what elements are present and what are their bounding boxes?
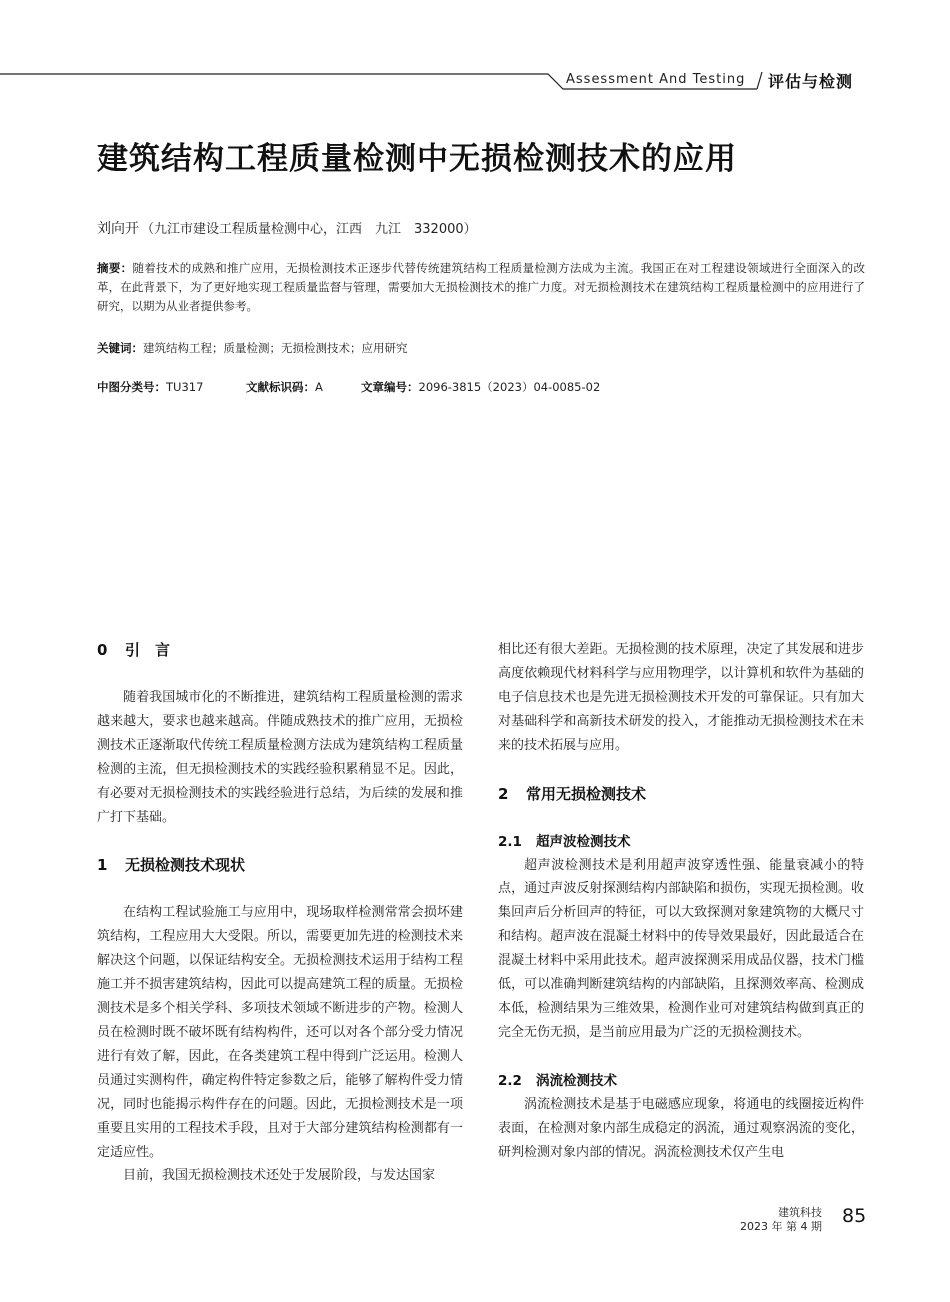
art-value: 2096-3815（2023）04-0085-02 [418, 380, 601, 394]
paper-title: 建筑结构工程质量检测中无损检测技术的应用 [97, 141, 737, 177]
paragraph: 随着我国城市化的不断推进，建筑结构工程质量检测的需求越来越大，要求也越来越高。伴随成熟技术的推广应用，无损检测技术正逐渐取代传统工程质量检测方法成为建筑结构工程质量检测的主流，但无损检测技术的实践经验积累稍显不足。因此，有必要对无损检测技术的实践经验进行总结，为后续的发展和推广打下基础。 [97, 690, 463, 825]
doc-label: 文献标识码： [246, 380, 315, 394]
footer-issue: 2023 年 第 4 期 [740, 1220, 822, 1233]
subsection-title: 超声波检测技术 [536, 833, 631, 850]
subsection-heading-2-1 [498, 830, 864, 854]
keywords [97, 339, 865, 358]
section-number: 0 [97, 641, 108, 659]
doc-value: A [315, 380, 323, 394]
page-number: 85 [842, 1205, 867, 1227]
article-number [361, 378, 600, 397]
subsection-number: 2.1 [498, 833, 522, 850]
header-section-cn: 评估与检测 [768, 72, 854, 91]
paragraph: 目前，我国无损检测技术还处于发展阶段，与发达国家 [123, 1168, 436, 1184]
section-number: 2 [498, 784, 509, 803]
section-number: 1 [97, 856, 108, 875]
document-code [246, 378, 323, 397]
subsection-heading-2-2 [498, 1069, 864, 1093]
header-section-en: Assessment And Testing [566, 72, 746, 87]
abstract [97, 259, 865, 316]
left-column [97, 638, 463, 1188]
clc-number [97, 378, 203, 397]
section-heading-0 [97, 638, 463, 662]
author-name: 刘向开 [97, 221, 139, 237]
section-title: 无损检测技术现状 [125, 856, 246, 875]
right-column [498, 638, 864, 1165]
subsection-number: 2.2 [498, 1072, 522, 1089]
keywords-text: 建筑结构工程；质量检测；无损检测技术；应用研究 [143, 341, 408, 355]
art-label: 文章编号： [361, 380, 419, 394]
section-heading-1 [97, 853, 463, 877]
subsection-title: 涡流检测技术 [536, 1072, 617, 1089]
keywords-label: 关键词： [97, 341, 143, 355]
paragraph: 涡流检测技术是基于电磁感应现象，将通电的线圈接近构件表面，在检测对象内部生成稳定的涡流，通过观察涡流的变化，研判检测对象内部的情况。涡流检测技术仅产生电 [498, 1096, 864, 1160]
paragraph: 超声波检测技术是利用超声波穿透性强、能量衰减小的特点，通过声波反射探测结构内部缺陷和损伤，实现无损检测。收集回声后分析回声的特征，可以大致探测对象建筑物的大概尺寸和结构。超声波在混凝土材料中的传导效果最好，因此最适合在混凝土材料中采用此技术。超声波探测采用成品仪器，技术门槛低，可以准确判断建筑结构的内部缺陷，且探测效率高、检测成本低，检测结果为三维效果，检测作业可对建筑结构做到真正的完全无伤无损，是当前应用最为广泛的无损检测技术。 [498, 857, 864, 1040]
abstract-text: 随着技术的成熟和推广应用，无损检测技术正逐步代替传统建筑结构工程质量检测方法成为主流。我国正在对工程建设领域进行全面深入的改革，在此背景下，为了更好地实现工程质量监督与管理，需要加大无损检测技术的推广力度。对无损检测技术在建筑结构工程质量检测中的应用进行了研究，以期为从业者提供参考。 [97, 261, 866, 313]
section-title: 引 言 [125, 641, 171, 659]
paragraph: 相比还有很大差距。无损检测的技术原理，决定了其发展和进步高度依赖现代材料科学与应用物理学，以计算机和软件为基础的电子信息技术也是先进无损检测技术开发的可靠保证。只有加大对基础科学和高新技术研发的投入，才能推动无损检测技术在未来的技术拓展与应用。 [498, 642, 864, 753]
section-title: 常用无损检测技术 [526, 784, 647, 803]
author-affiliation: （九江市建设工程质量检测中心，江西 九江 332000） [141, 222, 477, 237]
section-heading-2 [498, 782, 864, 806]
paragraph: 在结构工程试验施工与应用中，现场取样检测常常会损坏建筑结构，工程应用大大受限。所以，需要更加先进的检测技术来解决这个问题，以保证结构安全。无损检测技术运用于结构工程施工并不损害建筑结构，因此可以提高建筑工程的质量。无损检测技术是多个相关学科、多项技术领域不断进步的产物。检测人员在检测时既不破坏既有结构构件，还可以对各个部分受力情况进行有效了解，因此，在各类建筑工程中得到广泛运用。检测人员通过实测构件，确定构件特定参数之后，能够了解构件受力情况，同时也能揭示构件存在的问题。因此，无损检测技术是一项重要且实用的工程技术手段，且对于大部分建筑结构检测都有一定适应性。 [97, 905, 463, 1160]
clc-label: 中图分类号： [97, 380, 166, 394]
footer-journal: 建筑科技 [778, 1206, 822, 1219]
author-line [97, 218, 477, 238]
abstract-label: 摘要： [97, 261, 133, 275]
clc-value: TU317 [166, 380, 204, 394]
